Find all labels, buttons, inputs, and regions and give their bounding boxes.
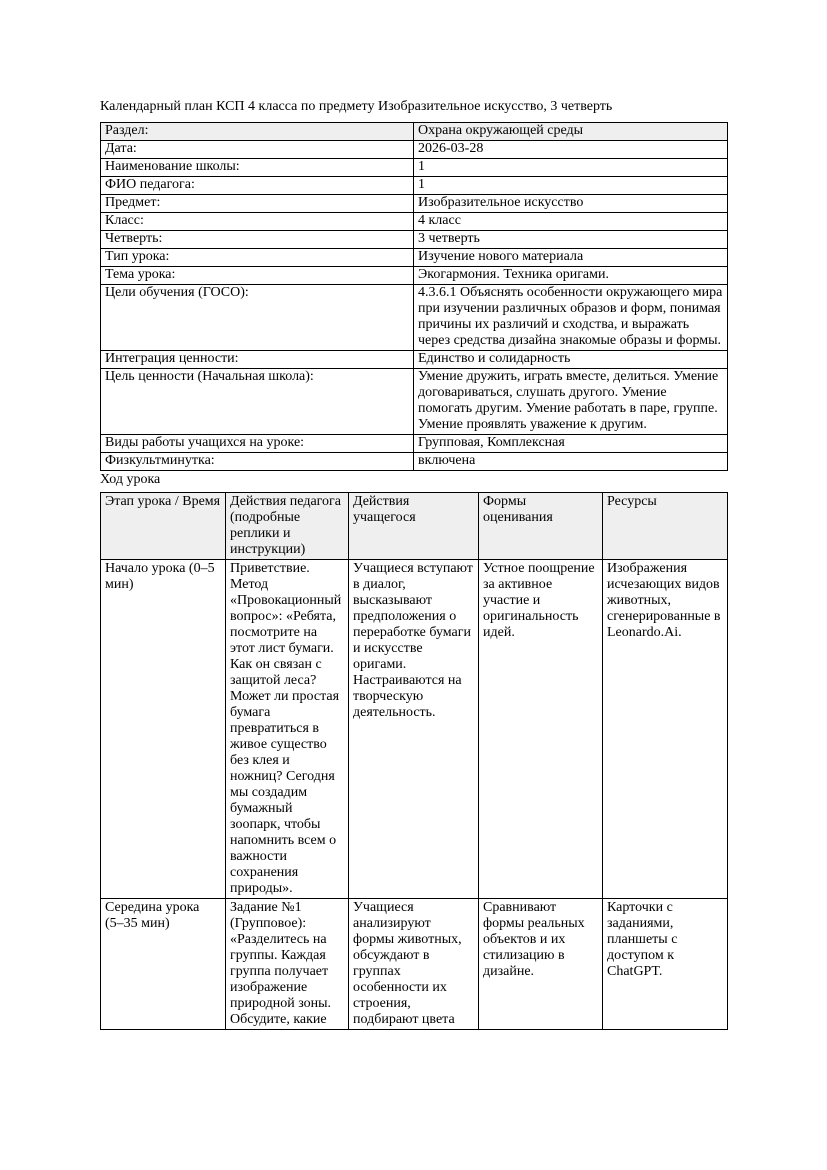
info-row-learning-goals <box>101 285 728 351</box>
info-row-lesson-topic <box>101 267 728 285</box>
info-label: Тема урока: <box>101 267 414 285</box>
cell-teacher-actions: Приветствие. Метод «Провокационный вопрос»: «Ребята, посмотрите на этот лист бумаги. Как он связан с защитой леса? Может ли простая бумага превратиться в живое существо без клея и ножниц? Сегодня мы создадим бумажный зоопарк, чтобы напомнить всем о важности сохранения природы». <box>226 560 349 899</box>
info-label: Раздел: <box>101 123 414 141</box>
info-row-date <box>101 141 728 159</box>
info-row-work-types <box>101 435 728 453</box>
info-value: Охрана окружающей среды <box>414 123 728 141</box>
col-header-resources: Ресурсы <box>603 493 728 560</box>
info-value: Единство и солидарность <box>414 351 728 369</box>
info-label: ФИО педагога: <box>101 177 414 195</box>
col-header-student-actions: Действия учащегося <box>349 493 479 560</box>
info-label: Класс: <box>101 213 414 231</box>
info-row-teacher <box>101 177 728 195</box>
info-label: Цель ценности (Начальная школа): <box>101 369 414 435</box>
info-value: включена <box>414 453 728 471</box>
info-row-school <box>101 159 728 177</box>
info-row-lesson-type <box>101 249 728 267</box>
info-value: Изобразительное искусство <box>414 195 728 213</box>
info-label: Физкультминутка: <box>101 453 414 471</box>
info-row-class <box>101 213 728 231</box>
cell-assessment-forms: Устное поощрение за активное участие и оригинальность идей. <box>479 560 603 899</box>
info-value: 2026-03-28 <box>414 141 728 159</box>
info-label: Виды работы учащихся на уроке: <box>101 435 414 453</box>
lesson-row-start <box>101 560 728 899</box>
cell-teacher-actions: Задание №1 (Групповое): «Разделитесь на группы. Каждая группа получает изображение природной зоны. Обсудите, какие <box>226 899 349 1030</box>
lesson-flow-table <box>100 492 728 1030</box>
lesson-table-header-row <box>101 493 728 560</box>
cell-assessment-forms: Сравнивают формы реальных объектов и их стилизацию в дизайне. <box>479 899 603 1030</box>
info-label: Четверть: <box>101 231 414 249</box>
info-value: 4.3.6.1 Объяснять особенности окружающего мира при изучении различных образов и форм, понимая причины их различий и сходства, и выражать через средства дизайна знакомые образы и формы. <box>414 285 728 351</box>
lesson-info-table <box>100 122 728 471</box>
info-value: 1 <box>414 177 728 195</box>
cell-resources: Карточки с заданиями, планшеты с доступом к ChatGPT. <box>603 899 728 1030</box>
col-header-assessment-forms: Формы оценивания <box>479 493 603 560</box>
col-header-stage-time: Этап урока / Время <box>101 493 226 560</box>
info-value: Умение дружить, играть вместе, делиться. Умение договариваться, слушать другого. Умение помогать другим. Умение работать в паре, группе. Умение проявлять уважение к другим. <box>414 369 728 435</box>
cell-resources: Изображения исчезающих видов животных, сгенерированные в Leonardo.Ai. <box>603 560 728 899</box>
cell-stage-time: Начало урока (0–5 мин) <box>101 560 226 899</box>
document-title: Календарный план КСП 4 класса по предмету Изобразительное искусство, 3 четверть <box>100 99 613 114</box>
info-label: Наименование школы: <box>101 159 414 177</box>
info-value: Изучение нового материала <box>414 249 728 267</box>
info-value: 1 <box>414 159 728 177</box>
info-label: Тип урока: <box>101 249 414 267</box>
info-row-quarter <box>101 231 728 249</box>
info-row-section <box>101 123 728 141</box>
info-value: 3 четверть <box>414 231 728 249</box>
cell-student-actions: Учащиеся анализируют формы животных, обсуждают в группах особенности их строения, подбирают цвета <box>349 899 479 1030</box>
info-value: Групповая, Комплексная <box>414 435 728 453</box>
cell-student-actions: Учащиеся вступают в диалог, высказывают предположения о переработке бумаги и искусстве оригами. Настраиваются на творческую деятельность. <box>349 560 479 899</box>
info-value: Экогармония. Техника оригами. <box>414 267 728 285</box>
info-label: Интеграция ценности: <box>101 351 414 369</box>
info-row-values-goal <box>101 369 728 435</box>
info-label: Предмет: <box>101 195 414 213</box>
lesson-row-middle <box>101 899 728 1030</box>
info-value: 4 класс <box>414 213 728 231</box>
col-header-teacher-actions: Действия педагога (подробные реплики и инструкции) <box>226 493 349 560</box>
info-label: Дата: <box>101 141 414 159</box>
info-label: Цели обучения (ГОСО): <box>101 285 414 351</box>
info-row-values-integration <box>101 351 728 369</box>
lesson-flow-heading: Ход урока <box>100 472 161 487</box>
info-row-subject <box>101 195 728 213</box>
info-row-phys-minute <box>101 453 728 471</box>
cell-stage-time: Середина урока (5–35 мин) <box>101 899 226 1030</box>
